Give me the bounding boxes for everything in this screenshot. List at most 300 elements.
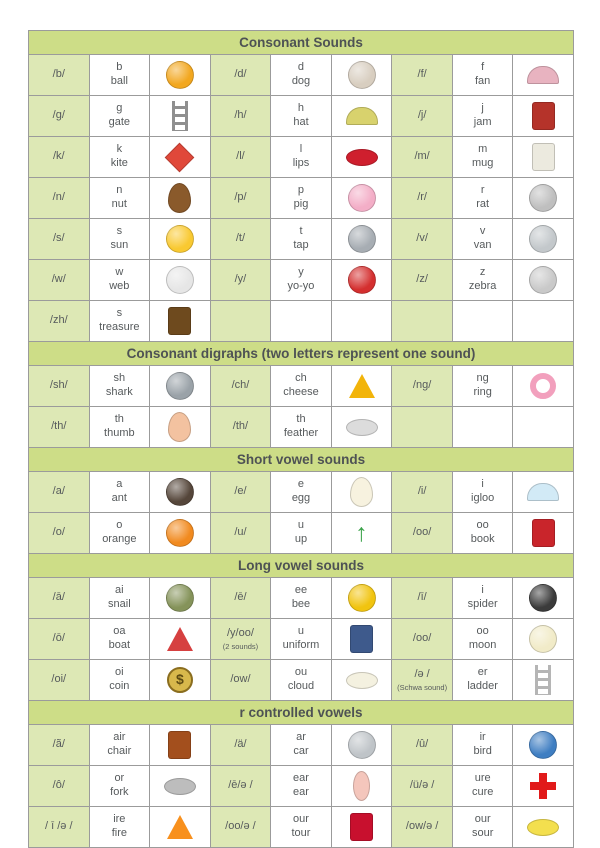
phoneme-label: /f/ [417, 68, 427, 81]
phoneme-cell [392, 619, 453, 660]
letters-label: u [297, 625, 305, 638]
image-cell [150, 219, 211, 260]
phoneme-label: /n/ [52, 191, 65, 204]
word-label: cloud [287, 680, 315, 692]
phoneme-cell [392, 807, 453, 848]
word-label: ball [110, 75, 128, 87]
image-cell [150, 472, 211, 513]
phoneme-cell [29, 96, 90, 137]
phoneme-cell [211, 407, 272, 448]
image-cell [513, 96, 574, 137]
phoneme-label: /h/ [234, 109, 247, 122]
word-label: tour [291, 827, 311, 839]
tap-icon [348, 225, 376, 253]
image-cell [332, 96, 393, 137]
word-label: hat [293, 116, 309, 128]
word-cell [271, 766, 332, 807]
letters-label: k [116, 143, 123, 156]
letters-label: s [116, 225, 123, 238]
phoneme-cell [392, 725, 453, 766]
phoneme-label: /z/ [416, 273, 428, 286]
bird-icon [529, 731, 557, 759]
phoneme-label: /sh/ [49, 379, 68, 392]
phoneme-label: /ə / [414, 667, 430, 680]
word-label: coin [109, 680, 130, 692]
phoneme-label: /th/ [232, 420, 249, 433]
word-label: spider [467, 598, 498, 610]
word-cell [453, 137, 514, 178]
image-cell [513, 366, 574, 407]
orange-icon [166, 519, 194, 547]
phoneme-label: /u/ [234, 526, 247, 539]
tour-icon [350, 813, 373, 841]
word-cell [271, 513, 332, 554]
letters-label: th [114, 413, 124, 426]
word-label: cheese [283, 386, 319, 398]
section-header: Long vowel sounds [29, 554, 574, 578]
image-cell [150, 725, 211, 766]
word-label: tap [293, 239, 309, 251]
phoneme-cell [211, 137, 272, 178]
phoneme-cell [211, 96, 272, 137]
word-cell [453, 660, 514, 701]
word-label: car [293, 745, 309, 757]
phoneme-label: /y/ [234, 273, 247, 286]
word-label: gate [108, 116, 131, 128]
word-label: sun [110, 239, 129, 251]
image-cell [332, 807, 393, 848]
dog-icon [348, 61, 376, 89]
word-label: van [473, 239, 492, 251]
phoneme-label: /ä/ [234, 738, 247, 751]
word-cell [271, 725, 332, 766]
letters-label: l [299, 143, 303, 156]
car-icon [348, 731, 376, 759]
phoneme-label: /b/ [52, 68, 65, 81]
phoneme-label: /th/ [51, 420, 67, 433]
phoneme-cell [211, 807, 272, 848]
image-cell [150, 178, 211, 219]
phoneme-cell [211, 619, 272, 660]
word-cell [453, 366, 514, 407]
phoneme-label: /zh/ [49, 314, 68, 327]
word-cell [453, 407, 514, 448]
image-cell [513, 660, 574, 701]
letters-label: v [479, 225, 486, 238]
pig-icon [348, 184, 376, 212]
word-cell [271, 472, 332, 513]
word-cell [90, 472, 151, 513]
section-header: Short vowel sounds [29, 448, 574, 472]
phoneme-cell [29, 137, 90, 178]
phoneme-cell [211, 301, 272, 342]
word-cell [453, 219, 514, 260]
phoneme-cell [29, 260, 90, 301]
fan-icon [527, 66, 559, 84]
phoneme-cell [211, 219, 272, 260]
word-cell [271, 619, 332, 660]
word-cell [453, 55, 514, 96]
letters-label: ear [293, 772, 309, 785]
letters-label: oo [476, 519, 489, 532]
word-cell [90, 366, 151, 407]
word-label: dog [291, 75, 311, 87]
word-label: shark [105, 386, 133, 398]
word-label: zebra [468, 280, 497, 292]
letters-label: or [114, 772, 125, 785]
letters-label: oa [113, 625, 126, 638]
word-label: fork [110, 786, 129, 798]
phoneme-cell [392, 407, 453, 448]
phoneme-cell [29, 301, 90, 342]
phoneme-cell [392, 766, 453, 807]
spider-icon [529, 584, 557, 612]
phoneme-cell [392, 366, 453, 407]
phoneme-cell [392, 578, 453, 619]
word-cell [90, 260, 151, 301]
phoneme-label: /y/oo/ [226, 626, 254, 639]
phoneme-label: /s/ [52, 232, 65, 245]
phoneme-cell [392, 660, 453, 701]
letters-label: j [481, 102, 484, 115]
boat-icon [167, 627, 193, 651]
phoneme-label: /w/ [51, 273, 66, 286]
section-header: Consonant Sounds [29, 31, 574, 55]
image-cell [150, 55, 211, 96]
chair-icon [168, 731, 191, 759]
word-cell [271, 260, 332, 301]
jam-icon [532, 102, 555, 130]
phoneme-label: /oo/ [412, 632, 432, 645]
phoneme-cell [211, 766, 272, 807]
phoneme-label: /m/ [414, 150, 430, 163]
phoneme-cell [392, 472, 453, 513]
book-icon [532, 519, 555, 547]
egg-icon [350, 477, 373, 507]
phoneme-label: /j/ [417, 109, 427, 122]
word-cell [90, 219, 151, 260]
word-label: kite [110, 157, 128, 169]
word-cell [271, 407, 332, 448]
word-label: up [294, 533, 308, 545]
image-cell [332, 366, 393, 407]
letters-label: d [297, 61, 305, 74]
word-label: pig [293, 198, 309, 210]
word-label: orange [102, 533, 137, 545]
image-cell [513, 137, 574, 178]
word-label: treasure [99, 321, 140, 333]
phoneme-cell [392, 219, 453, 260]
word-cell [90, 178, 151, 219]
fire-icon [167, 815, 193, 839]
letters-label: our [474, 813, 491, 826]
image-cell [332, 660, 393, 701]
word-label: ladder [467, 680, 498, 692]
image-cell [332, 725, 393, 766]
section-header: r controlled vowels [29, 701, 574, 725]
image-cell [150, 807, 211, 848]
word-cell [271, 366, 332, 407]
image-cell [150, 260, 211, 301]
phoneme-label: /ē/ [234, 591, 247, 604]
image-cell [332, 260, 393, 301]
word-cell [90, 55, 151, 96]
phoneme-label: /ã/ [52, 738, 65, 751]
lips-icon [346, 149, 378, 166]
word-label: bee [291, 598, 311, 610]
word-cell [453, 178, 514, 219]
gate-icon [172, 101, 188, 131]
word-cell [271, 96, 332, 137]
image-cell [332, 766, 393, 807]
letters-label: sh [113, 372, 126, 385]
word-label: nut [111, 198, 127, 210]
phoneme-label: /d/ [234, 68, 247, 81]
letters-label: th [296, 413, 306, 426]
phoneme-label: /k/ [52, 150, 65, 163]
ladder-icon [535, 665, 551, 695]
image-cell [332, 619, 393, 660]
image-cell [150, 766, 211, 807]
image-cell [513, 807, 574, 848]
image-cell [513, 178, 574, 219]
letters-label: ire [113, 813, 126, 826]
letters-label: ir [479, 731, 486, 744]
zebra-icon [529, 266, 557, 294]
ant-icon [166, 478, 194, 506]
letters-label: ee [294, 584, 308, 597]
word-cell [453, 260, 514, 301]
phoneme-label: /oo/ [412, 526, 432, 539]
phoneme-label: /ow/ [230, 673, 251, 686]
phoneme-cell [392, 178, 453, 219]
image-cell [332, 301, 393, 342]
phoneme-label: /l/ [236, 150, 245, 163]
phoneme-label: /t/ [235, 232, 246, 245]
phoneme-cell [29, 219, 90, 260]
word-cell [453, 472, 514, 513]
yo-yo-icon [348, 266, 376, 294]
image-cell [332, 578, 393, 619]
word-label: uniform [282, 639, 320, 651]
web-icon [166, 266, 194, 294]
letters-label: t [299, 225, 303, 238]
letters-label: b [116, 61, 123, 74]
phoneme-label: /r/ [417, 191, 427, 204]
letters-label: ch [295, 372, 307, 385]
phoneme-label: /û/ [415, 738, 429, 751]
word-label: mug [471, 157, 494, 169]
phoneme-cell [29, 407, 90, 448]
phoneme-label: /i/ [417, 485, 427, 498]
phoneme-cell [392, 513, 453, 554]
word-label: yo-yo [287, 280, 315, 292]
image-cell [150, 407, 211, 448]
letters-label: o [116, 519, 123, 532]
letters-label: w [115, 266, 124, 279]
letters-label: h [297, 102, 305, 115]
image-cell [513, 260, 574, 301]
word-cell [271, 219, 332, 260]
image-cell [513, 301, 574, 342]
letters-label: u [297, 519, 305, 532]
phoneme-label: / ī /ə / [45, 820, 73, 833]
word-label: jam [473, 116, 492, 128]
word-cell [90, 96, 151, 137]
phoneme-note: (2 sounds) [222, 641, 259, 651]
word-cell [90, 407, 151, 448]
phoneme-cell [29, 366, 90, 407]
phoneme-cell [29, 55, 90, 96]
image-cell [513, 578, 574, 619]
word-cell [453, 578, 514, 619]
word-cell [90, 619, 151, 660]
ring-icon [530, 373, 556, 399]
phoneme-note: (Schwa sound) [397, 682, 448, 692]
image-cell [513, 766, 574, 807]
letters-label: i [481, 584, 484, 597]
word-label: web [109, 280, 130, 292]
cloud-icon [346, 672, 378, 689]
word-cell [90, 725, 151, 766]
image-cell [332, 407, 393, 448]
up-arrow-icon: ↑ [355, 519, 368, 547]
word-label: ear [293, 786, 309, 798]
word-label: cure [471, 786, 494, 798]
image-cell [513, 407, 574, 448]
word-cell [271, 178, 332, 219]
section-header: Consonant digraphs (two letters represent one sound) [29, 342, 574, 366]
letters-label: a [116, 478, 123, 491]
phoneme-cell [211, 260, 272, 301]
phoneme-cell [392, 137, 453, 178]
letters-label: our [293, 813, 309, 826]
word-cell [271, 137, 332, 178]
word-cell [453, 619, 514, 660]
letters-label: er [477, 666, 488, 679]
phoneme-cell [392, 96, 453, 137]
phoneme-cell [392, 301, 453, 342]
letters-label: r [480, 184, 485, 197]
image-cell [332, 55, 393, 96]
phoneme-label: /a/ [52, 485, 65, 498]
word-label: ring [473, 386, 492, 398]
word-cell [453, 766, 514, 807]
word-label: igloo [471, 492, 495, 504]
image-cell [513, 725, 574, 766]
word-label: rat [476, 198, 490, 210]
word-cell [271, 55, 332, 96]
phoneme-label: /o/ [52, 526, 65, 539]
phonics-chart [28, 30, 574, 848]
letters-label: ure [474, 772, 491, 785]
image-cell [150, 96, 211, 137]
phoneme-cell [392, 260, 453, 301]
cure-icon [530, 773, 556, 799]
phoneme-label: /ī/ [417, 591, 427, 604]
coin-icon: $ [167, 667, 193, 693]
word-label: sour [471, 827, 494, 839]
word-cell [453, 301, 514, 342]
phoneme-label: /ô/ [52, 779, 65, 792]
word-cell [90, 807, 151, 848]
letters-label: s [116, 307, 123, 320]
word-label: chair [107, 745, 132, 757]
letters-label: m [478, 143, 488, 156]
image-cell [150, 366, 211, 407]
phoneme-cell [211, 178, 272, 219]
phoneme-cell [211, 472, 272, 513]
word-label: bird [473, 745, 492, 757]
letters-label: g [116, 102, 123, 115]
word-cell [453, 807, 514, 848]
letters-label: y [298, 266, 304, 279]
word-label: lips [292, 157, 310, 169]
image-cell [513, 513, 574, 554]
word-label: boat [108, 639, 131, 651]
phoneme-label: /g/ [52, 109, 65, 122]
word-cell [90, 513, 151, 554]
phoneme-label: /ow/ə / [405, 820, 439, 833]
image-cell [513, 219, 574, 260]
word-label: book [470, 533, 495, 545]
word-cell [271, 301, 332, 342]
image-cell [332, 178, 393, 219]
ear-icon [353, 771, 370, 801]
phoneme-cell [392, 55, 453, 96]
feather-icon [346, 419, 378, 436]
bee-icon [348, 584, 376, 612]
letters-label: z [479, 266, 486, 279]
phoneme-cell [211, 366, 272, 407]
phoneme-cell [211, 660, 272, 701]
letters-label: air [113, 731, 126, 744]
fork-icon [164, 778, 196, 795]
letters-label: oi [115, 666, 124, 679]
word-label: snail [108, 598, 131, 610]
word-label: fan [475, 75, 491, 87]
phoneme-cell [29, 619, 90, 660]
word-label: feather [283, 427, 319, 439]
word-cell [271, 807, 332, 848]
letters-label: ng [476, 372, 489, 385]
letters-label: i [481, 478, 484, 491]
image-cell [150, 578, 211, 619]
phoneme-label: /oo/ə / [225, 820, 256, 833]
image-cell [332, 219, 393, 260]
phoneme-label: /ng/ [412, 379, 432, 392]
letters-label: n [116, 184, 123, 197]
phoneme-cell [29, 725, 90, 766]
cheese-icon [349, 374, 375, 398]
mug-icon [532, 143, 555, 171]
phoneme-label: /e/ [234, 485, 247, 498]
phoneme-label: /p/ [234, 191, 247, 204]
phoneme-cell [29, 178, 90, 219]
word-cell [90, 137, 151, 178]
word-cell [90, 301, 151, 342]
phoneme-label: /ē/ə / [228, 779, 253, 792]
phoneme-label: /ch/ [231, 379, 250, 392]
rat-icon [529, 184, 557, 212]
image-cell [332, 137, 393, 178]
word-label: thumb [104, 427, 135, 439]
word-label: moon [468, 639, 497, 651]
word-cell [90, 660, 151, 701]
thumb-icon [168, 412, 191, 442]
ball-icon [166, 61, 194, 89]
image-cell [513, 619, 574, 660]
